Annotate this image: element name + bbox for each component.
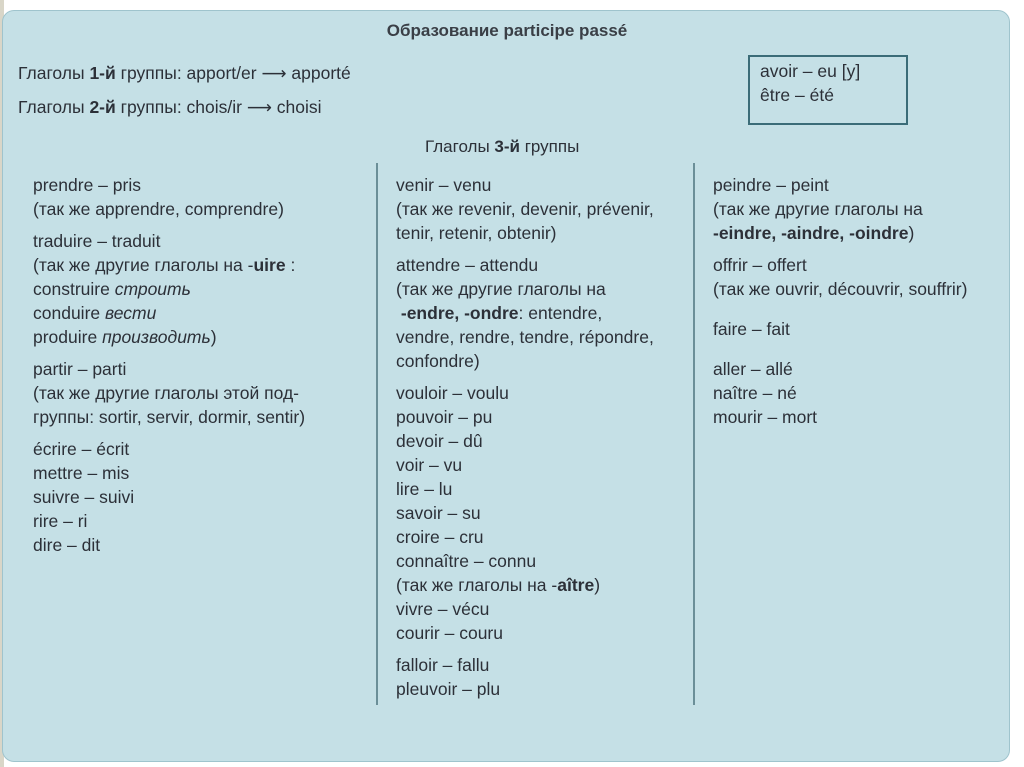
verb-courir: courir – couru [396, 623, 503, 643]
verb-rire: rire – ri [33, 511, 88, 531]
verb-attendre: attendre – attendu [396, 255, 539, 275]
note-venir-1: (так же revenir, devenir, prévenir, [396, 199, 654, 219]
note-offrir: (так же ouvrir, découvrir, souffrir) [713, 279, 968, 299]
verb-traduire: traduire – traduit [33, 231, 161, 251]
column-divider-2 [693, 163, 695, 705]
note-traduire: (так же другие глаголы на -uire : [33, 255, 296, 275]
verb-voir: voir – vu [396, 455, 463, 475]
note-attendre-1: (так же другие глаголы на [396, 279, 606, 299]
verb-construire: construire строить [33, 279, 191, 299]
column-2 [396, 173, 654, 701]
box-line-avoir: avoir – eu [y] [760, 61, 861, 81]
note-connaitre: (так же глаголы на -aître) [396, 575, 601, 595]
verb-conduire: conduire вести [33, 303, 157, 323]
card-title: Образование participe passé [386, 21, 628, 40]
verb-partir: partir – parti [33, 359, 127, 379]
verb-faire: faire – fait [713, 319, 790, 339]
verb-naitre: naître – né [713, 383, 797, 403]
verb-suivre: suivre – suivi [33, 487, 135, 507]
verb-ecrire: écrire – écrit [33, 439, 130, 459]
note-peindre-1: (так же другие глаголы на [713, 199, 923, 219]
verb-vouloir: vouloir – voulu [396, 383, 509, 403]
note-partir-1: (так же другие глаголы этой под- [33, 383, 299, 403]
verb-prendre: prendre – pris [33, 175, 141, 195]
column-3 [713, 173, 967, 429]
verb-dire: dire – dit [33, 535, 101, 555]
verb-produire: produire производить) [33, 327, 217, 347]
note-venir-2: tenir, retenir, obtenir) [396, 223, 557, 243]
verb-offrir: offrir – offert [713, 255, 807, 275]
verb-lire: lire – lu [396, 479, 453, 499]
verb-savoir: savoir – su [396, 503, 481, 523]
verb-connaitre: connaître – connu [396, 551, 537, 571]
verb-devoir: devoir – dû [396, 431, 483, 451]
note-peindre-2: -eindre, -aindre, -oindre) [713, 223, 915, 243]
verb-falloir: falloir – fallu [396, 655, 490, 675]
note-attendre-3: vendre, rendre, tendre, répondre, [396, 327, 654, 347]
verb-aller: aller – allé [713, 359, 793, 379]
note-partir-2: группы: sortir, servir, dormir, sentir) [33, 407, 306, 427]
verb-mourir: mourir – mort [713, 407, 818, 427]
grammar-card [2, 10, 1010, 762]
box-line-etre: être – été [760, 85, 834, 105]
note-prendre: (так же apprendre, comprendre) [33, 199, 284, 219]
verb-venir: venir – venu [396, 175, 492, 195]
verb-mettre: mettre – mis [33, 463, 130, 483]
group2-line: Глаголы 2-й группы: chois/ir ⟶ choisi [18, 97, 322, 117]
group1-line: Глаголы 1-й группы: apport/er ⟶ apporté [18, 63, 351, 83]
verb-croire: croire – cru [396, 527, 484, 547]
note-attendre-2: -endre, -ondre: entendre, [400, 303, 603, 323]
verb-vivre: vivre – vécu [396, 599, 490, 619]
verb-peindre: peindre – peint [713, 175, 829, 195]
verb-pouvoir: pouvoir – pu [396, 407, 493, 427]
column-1 [33, 173, 305, 557]
group3-header: Глаголы 3-й группы [425, 137, 580, 156]
column-divider-1 [376, 163, 378, 705]
verb-pleuvoir: pleuvoir – plu [396, 679, 501, 699]
note-attendre-4: confondre) [396, 351, 480, 371]
